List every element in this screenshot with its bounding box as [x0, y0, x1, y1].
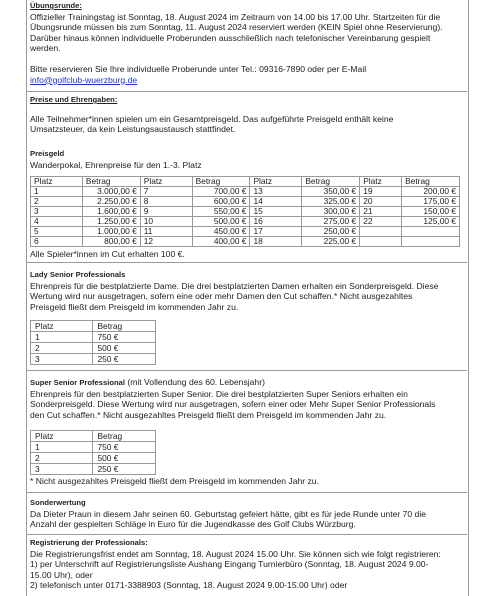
column-header: Platz — [140, 177, 192, 187]
section-heading: Sonderwertung — [30, 498, 86, 507]
table-header-row — [31, 177, 460, 187]
text-line: Umsatzsteuer, da kein Leistungsaustausch stattfindet. — [30, 124, 236, 135]
cell: 750 € — [93, 332, 156, 343]
cell: 11 — [140, 227, 192, 237]
cell: 175,00 € — [402, 197, 460, 207]
table-row — [31, 237, 460, 247]
cell: 4 — [31, 217, 83, 227]
cell: 3 — [31, 464, 93, 475]
cell — [402, 227, 460, 237]
section-heading: Preise und Ehrengaben: — [30, 95, 118, 104]
cell: 15 — [250, 207, 302, 217]
cell: 1.600,00 € — [82, 207, 140, 217]
column-header: Platz — [31, 177, 83, 187]
column-header: Platz — [31, 431, 93, 442]
text-line: Offizieller Trainingstag ist Sonntag, 18. August 2024 im Zeitraum von 14.00 bis 17.00 Uhr. Startzeiten für die — [30, 11, 441, 22]
cell: 125,00 € — [402, 217, 460, 227]
cell: 325,00 € — [302, 197, 360, 207]
table-row — [31, 227, 460, 237]
cell: 200,00 € — [402, 187, 460, 197]
text-line: 2) telefonisch unter 0171-3388903 (Sonntag, 18. August 2024 9.00-15.00 Uhr) oder — [30, 580, 348, 591]
divider — [27, 370, 467, 371]
text-line: Darüber hinaus können individuelle Proberunden ausschließlich nach telefonischer Vereinbarung gespielt — [30, 32, 431, 43]
column-header: Betrag — [93, 431, 156, 442]
column-header: Betrag — [402, 177, 460, 187]
cell: 18 — [250, 237, 302, 247]
text-line: Wertung wird nur ausgetragen, sofern eine oder mehr Damen den Cut schaffen.* Nicht ausgezahltes — [30, 291, 413, 302]
text-line: 15.00 Uhr), oder — [30, 569, 93, 580]
cell: 250,00 € — [302, 227, 360, 237]
table-row — [31, 217, 460, 227]
table-row — [31, 207, 460, 217]
cell: 9 — [140, 207, 192, 217]
text-line: 1) per Unterschrift auf Registrierungsliste Aushang Eingang Turnierbüro (Sonntag, 18. August 2024 9.00- — [30, 559, 429, 570]
cell: 2.250,00 € — [82, 197, 140, 207]
cell: 300,00 € — [302, 207, 360, 217]
text-line: werden. — [30, 43, 61, 54]
cell: 700,00 € — [192, 187, 250, 197]
cell: 6 — [31, 237, 83, 247]
text-line: Übungsrunde müssen bis zum Sonntag, 11. August 2024 reserviert werden (KEIN Spiel ohne Reservierung). — [30, 22, 443, 33]
super-footnote — [30, 476, 460, 487]
cell: 225,00 € — [302, 237, 360, 247]
table-row — [31, 442, 156, 453]
cell: 13 — [250, 187, 302, 197]
cell — [360, 237, 402, 247]
cell: 550,00 € — [192, 207, 250, 217]
lady-prize-table — [30, 320, 156, 365]
cell: 21 — [360, 207, 402, 217]
heading-suffix: (mit Vollendung des 60. Lebensjahr) — [124, 377, 265, 387]
cell: 10 — [140, 217, 192, 227]
cell: 400,00 € — [192, 237, 250, 247]
cell: 750 € — [93, 442, 156, 453]
text-line: Ehrenpreis für den bestplatzierten Super Senior. Die drei bestplatzierten Super Seniors erhalten ein — [30, 388, 408, 399]
text-line: Preisgeld fließt dem Preisgeld im kommenden Jahr zu. — [30, 301, 239, 312]
booking-text: Bitte reservieren Sie Ihre individuelle Proberunde unter Tel.: 09316-7890 oder per E-Mail — [30, 63, 367, 74]
prize-table — [30, 176, 460, 247]
column-header: Platz — [250, 177, 302, 187]
text-line: Sonderpreisgeld. Diese Wertung wird nur ausgetragen, sofern einer oder Mehr Super Senior Professionals — [30, 399, 436, 410]
section-registrierung — [30, 538, 460, 591]
cell: 1.000,00 € — [82, 227, 140, 237]
email-link[interactable]: info@golfclub-wuerzburg.de — [30, 74, 138, 85]
section-heading: Preisgeld — [30, 149, 65, 158]
cell: 7 — [140, 187, 192, 197]
cell: 150,00 € — [402, 207, 460, 217]
cell — [402, 237, 460, 247]
text-line: Ehrenpreis für die bestplatzierte Dame. Die drei bestplatzierten Damen erhalten ein Sonderpreisgeld. Diese — [30, 280, 439, 291]
cell: 22 — [360, 217, 402, 227]
cell: 275,00 € — [302, 217, 360, 227]
section-heading: Lady Senior Professionals — [30, 270, 126, 279]
footnote-text: * Nicht ausgezahltes Preisgeld fließt dem Preisgeld im kommenden Jahr zu. — [30, 476, 319, 486]
cell: 500 € — [93, 453, 156, 464]
column-header: Betrag — [93, 321, 156, 332]
cell: 450,00 € — [192, 227, 250, 237]
section-super-senior — [30, 377, 460, 420]
divider — [27, 492, 467, 493]
text-line: Die Registrierungsfrist endet am Sonntag, 18. August 2024 15.00 Uhr. Sie können sich wie folgt registrieren: — [30, 548, 441, 559]
cell: 250 € — [93, 464, 156, 475]
column-header: Platz — [360, 177, 402, 187]
super-prize-table — [30, 430, 156, 475]
divider — [27, 262, 467, 263]
table-row — [31, 343, 156, 354]
cell: 1 — [31, 187, 83, 197]
cell: 5 — [31, 227, 83, 237]
text-line: Alle Teilnehmer*innen spielen um ein Gesamtpreisgeld. Das aufgeführte Preisgeld enthält keine — [30, 113, 394, 124]
section-uebungsrunde — [30, 1, 460, 85]
cell: 3.000,00 € — [82, 187, 140, 197]
cell: 2 — [31, 343, 93, 354]
table-header-row — [31, 431, 156, 442]
cell: 16 — [250, 217, 302, 227]
table-row — [31, 453, 156, 464]
footnote-text: Alle Spieler*innen im Cut erhalten 100 €. — [30, 249, 185, 259]
cell: 500,00 € — [192, 217, 250, 227]
column-header: Betrag — [302, 177, 360, 187]
table-header-row — [31, 321, 156, 332]
cell: 8 — [140, 197, 192, 207]
table-row — [31, 197, 460, 207]
section-heading: Übungsrunde: — [30, 1, 82, 10]
cell: 350,00 € — [302, 187, 360, 197]
table-row — [31, 354, 156, 365]
prize-footnote — [30, 249, 460, 260]
text-line: Anzahl der gespielten Schläge in Euro für die Jugendkasse des Golf Clubs Würzburg. — [30, 519, 356, 530]
divider — [27, 534, 467, 535]
cell: 1.250,00 € — [82, 217, 140, 227]
column-header: Betrag — [192, 177, 250, 187]
cell: 12 — [140, 237, 192, 247]
cell: 2 — [31, 453, 93, 464]
column-header: Platz — [31, 321, 93, 332]
divider — [27, 91, 467, 92]
cell — [360, 227, 402, 237]
section-heading: Registrierung der Professionals: — [30, 538, 148, 547]
cell: 2 — [31, 197, 83, 207]
column-header: Betrag — [82, 177, 140, 187]
section-lady-senior — [30, 270, 460, 312]
text-line: Da Dieter Praun in diesem Jahr seinen 60. Geburtstag gefeiert hätte, gibt es für jede Runde unter 70 die — [30, 508, 427, 519]
table-row — [31, 332, 156, 343]
cell: 19 — [360, 187, 402, 197]
section-preise — [30, 95, 460, 135]
cell: 20 — [360, 197, 402, 207]
cell: 500 € — [93, 343, 156, 354]
table-row — [31, 187, 460, 197]
cell: 3 — [31, 354, 93, 365]
cell: 17 — [250, 227, 302, 237]
section-sonderwertung — [30, 498, 460, 530]
text-line: den Cut schaffen.* Nicht ausgezahltes Preisgeld fließt dem Preisgeld im kommenden Jahr zu. — [30, 409, 387, 420]
table-row — [31, 464, 156, 475]
cell: 1 — [31, 442, 93, 453]
cell: 3 — [31, 207, 83, 217]
cell: 250 € — [93, 354, 156, 365]
cell: 1 — [31, 332, 93, 343]
section-preisgeld — [30, 149, 460, 170]
section-heading — [30, 377, 460, 389]
cell: 14 — [250, 197, 302, 207]
cell: 600,00 € — [192, 197, 250, 207]
subtitle: Wanderpokal, Ehrenpreise für den 1.-3. Platz — [30, 159, 202, 170]
heading-bold: Super Senior Professional — [30, 378, 125, 387]
cell: 800,00 € — [82, 237, 140, 247]
